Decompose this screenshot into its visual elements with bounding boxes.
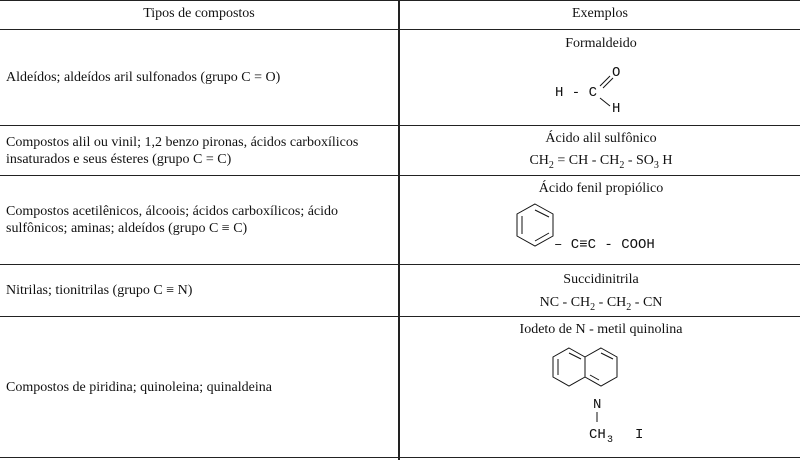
phenylpropiolic-structure [510, 200, 700, 262]
formula-sub: 2 [619, 159, 625, 171]
formula-sub: 2 [548, 159, 554, 171]
allyl-formula [402, 153, 800, 171]
row-tipo [6, 30, 391, 125]
formula-text: NC - CH [539, 295, 591, 310]
column-separator [398, 0, 400, 460]
example-name: Ácido alil sulfônico [545, 131, 657, 146]
formula-text: I [635, 427, 644, 443]
formaldehyde-structure [550, 58, 650, 120]
formula-text: – C≡C - COOH [554, 237, 655, 253]
tipo-text: Compostos alil ou vinil; 1,2 benzo pironas, ácidos carboxílicos insaturados e seus ésteres (grupo C = C) [6, 134, 359, 167]
row-tipo [6, 126, 391, 175]
formula-text: H [658, 153, 673, 168]
row-tipo [6, 265, 391, 316]
tipo-text: Nitrilas; tionitrilas (grupo C ≡ N) [6, 283, 193, 298]
formula-text: - CN [631, 295, 663, 310]
header-tipos: Tipos de compostos [143, 6, 255, 21]
row-tipo [6, 317, 391, 457]
tipo-text: Compostos acetilênicos, álcoois; ácidos carboxílicos; ácido sulfônicos; aminas; aldeídos (grupo C ≡ C) [6, 204, 339, 236]
tipo-text: Compostos de piridina; quinoleina; quinaldeina [6, 379, 272, 395]
example-name: Succidinitrila [563, 272, 639, 287]
pyridine-ring [585, 348, 617, 386]
formula-sub: 2 [626, 301, 632, 313]
formula-text: O [612, 65, 621, 81]
formula-text: H [612, 101, 621, 117]
tipo-text: Aldeídos; aldeídos aril sulfonados (grupo C = O) [6, 70, 281, 85]
formula-sub: 3 [607, 435, 614, 446]
formula-text: H - C [555, 85, 598, 101]
table-border-bottom [0, 457, 800, 458]
formula-text: - CH [595, 295, 627, 310]
bond-line [600, 76, 610, 86]
bond-line [590, 375, 599, 380]
bond-line [600, 98, 610, 106]
formula-text: CH [589, 427, 606, 443]
example-name: Ácido fenil propiólico [538, 181, 664, 196]
formula-sub: 3 [653, 159, 659, 171]
formula-sub: 2 [590, 301, 596, 313]
row-tipo [6, 176, 391, 264]
formula-text: = CH - CH [553, 153, 620, 168]
table-border-top [0, 0, 800, 1]
quinoline-structure [545, 342, 655, 454]
header-exemplos: Exemplos [572, 6, 628, 21]
formula-text: CH [529, 153, 549, 168]
example-name: Formaldeido [565, 36, 637, 51]
formula-text: - SO [624, 153, 654, 168]
example-name: Iodeto de N - metil quinolina [519, 322, 683, 337]
succinonitrile-formula [402, 295, 800, 313]
formula-text: N [593, 397, 602, 413]
